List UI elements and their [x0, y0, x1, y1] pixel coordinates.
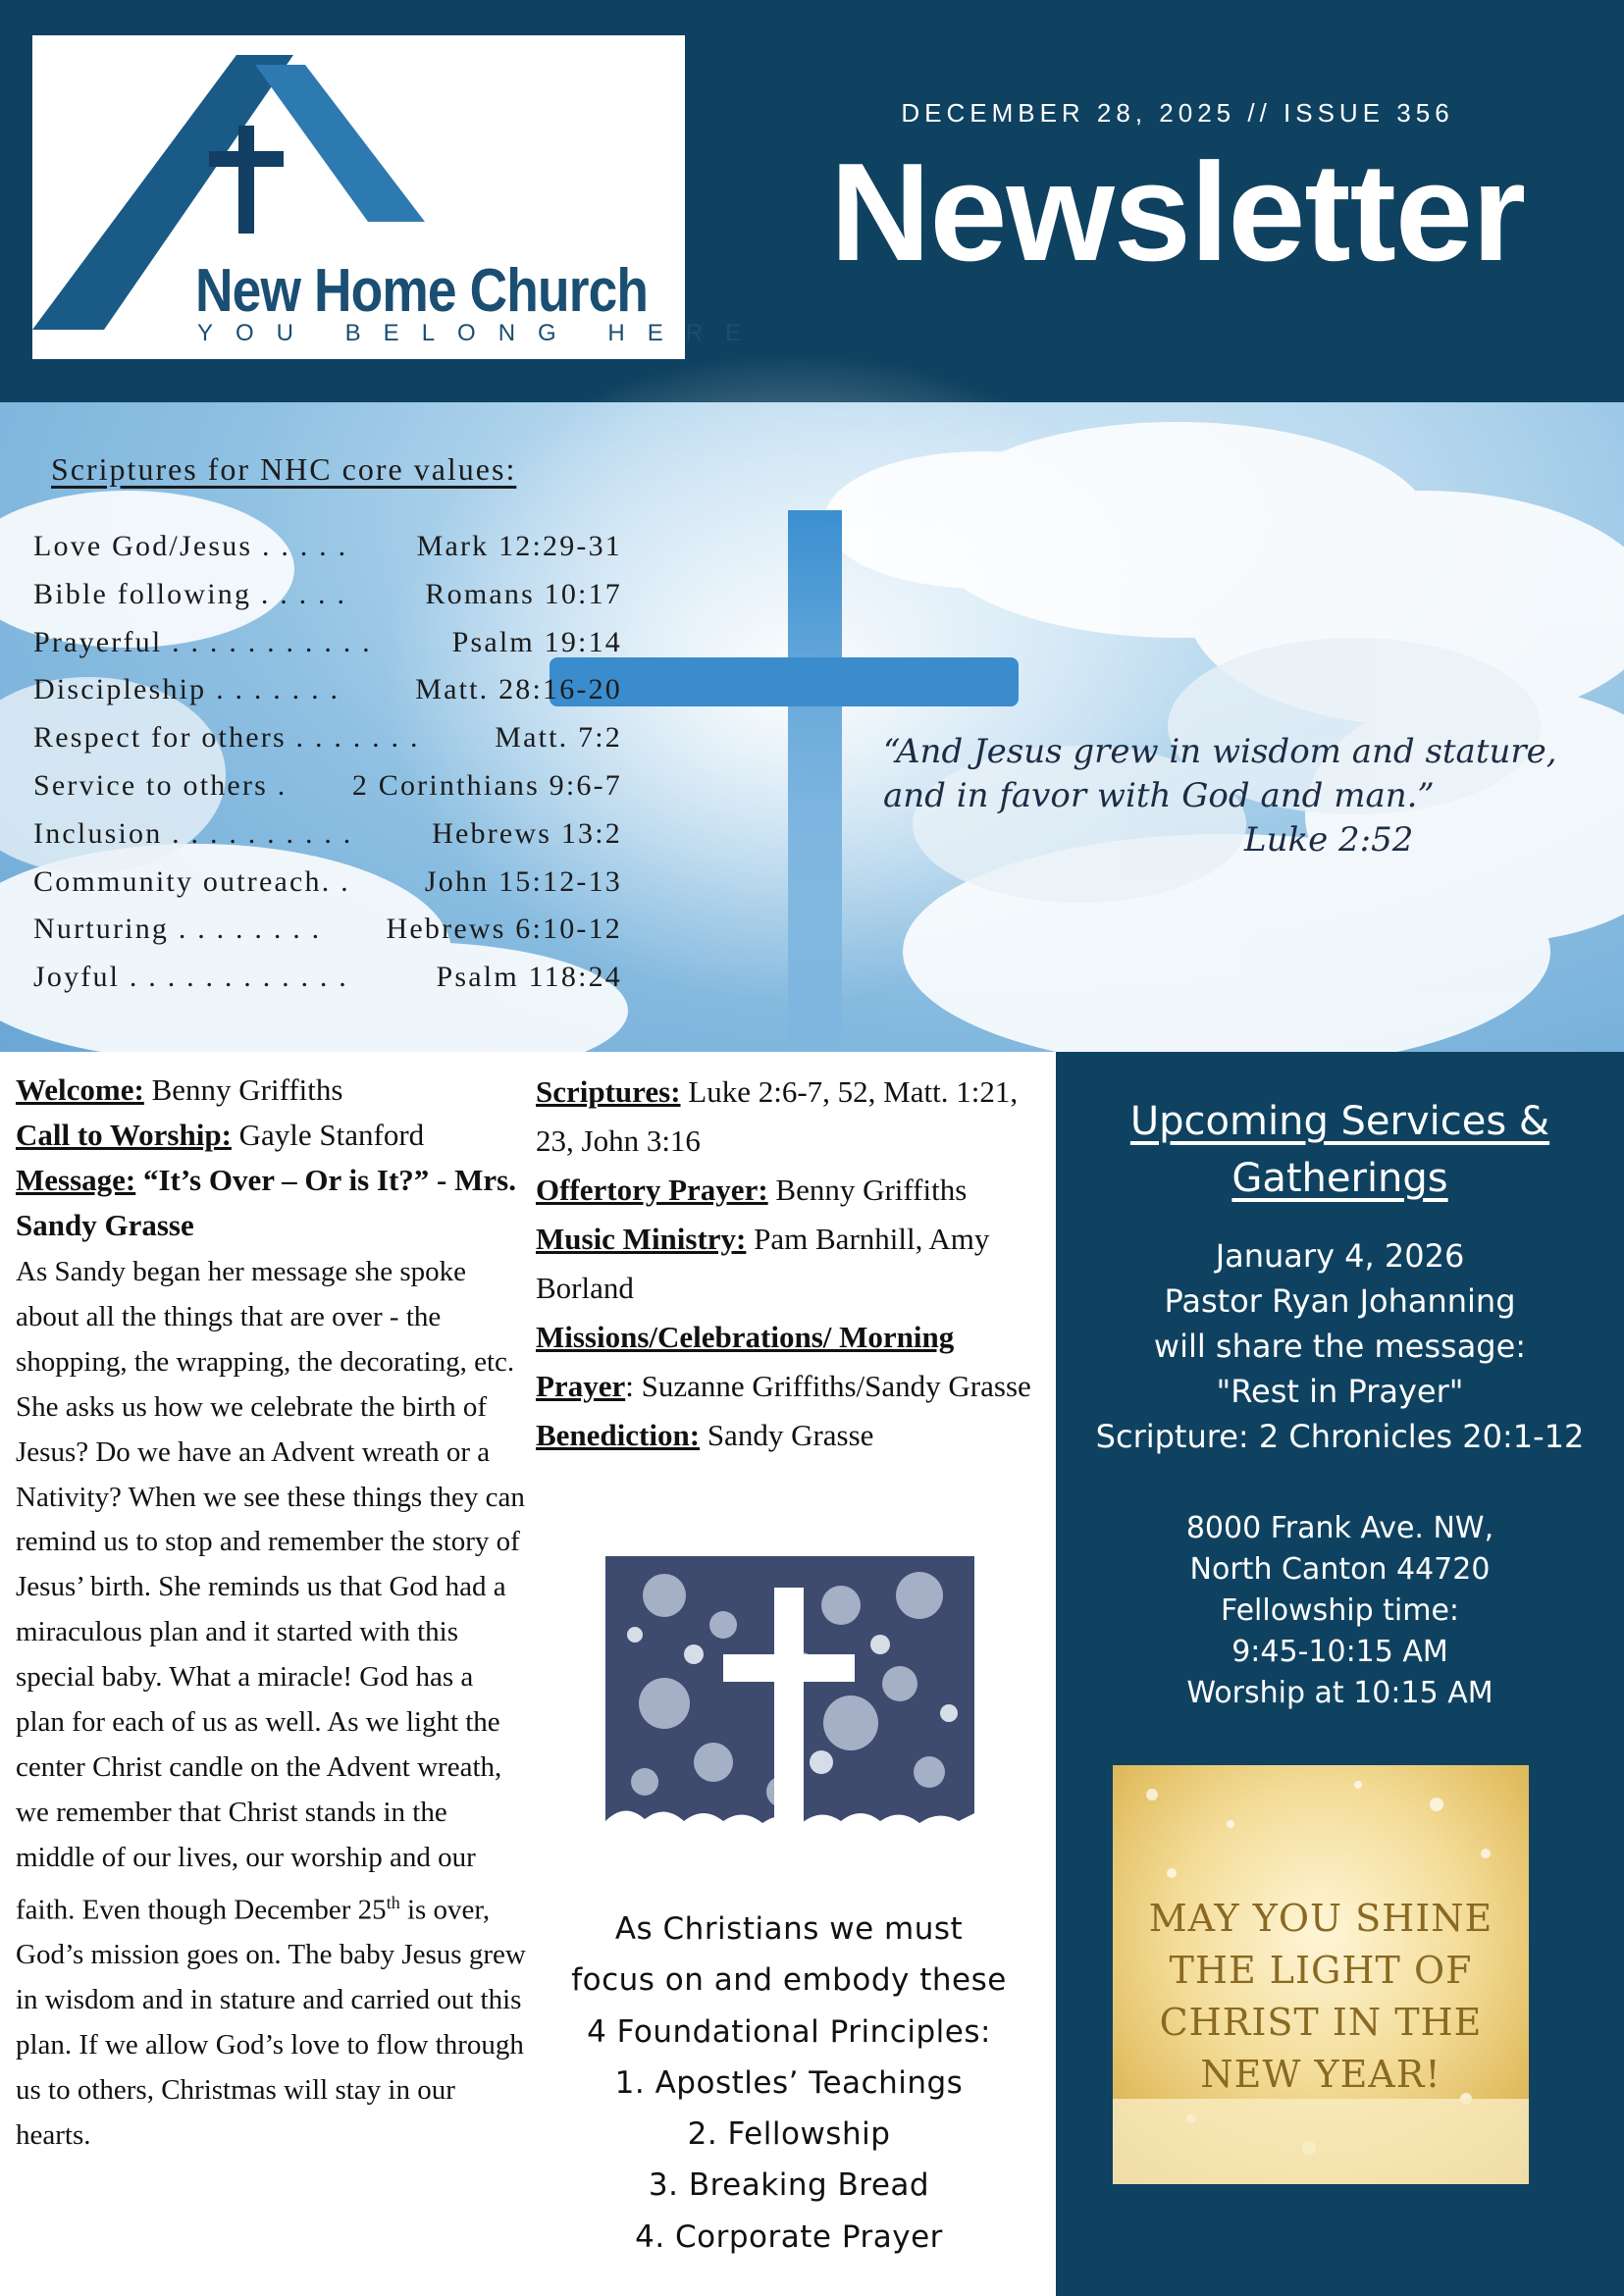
scripture-ref: Hebrews 6:10-12: [386, 913, 622, 946]
scripture-ref: Matt. 28:16-20: [415, 673, 622, 706]
principles-line: As Christians we must: [614, 1911, 964, 1947]
scripture-row: [33, 961, 622, 1009]
event-date: January 4, 2026: [1215, 1237, 1465, 1275]
benediction-line: [536, 1411, 1046, 1460]
scripture-value: Bible following . . . . .: [33, 577, 347, 610]
service-details-left: [16, 1068, 526, 2159]
principles-line: 4 Foundational Principles:: [587, 2013, 991, 2050]
scripture-ref: Psalm 118:24: [436, 961, 622, 994]
scriptures-text: Luke 2:6-7, 52, Matt. 1:21, 23, John 3:16: [536, 1074, 1019, 1158]
music-label: Music Ministry:: [536, 1222, 747, 1256]
music-line: [536, 1215, 1046, 1313]
address-line: 8000 Frank Ave. NW,: [1185, 1511, 1494, 1545]
message-line: [16, 1158, 526, 1248]
call-to-worship-name: Gayle Stanford: [231, 1118, 425, 1152]
scripture-value: Prayerful . . . . . . . . . . .: [33, 625, 372, 658]
benediction-name: Sandy Grasse: [700, 1418, 874, 1452]
message-title: “It’s Over – Or is It?” - Mrs. Sandy Grasse: [16, 1163, 516, 1242]
scripture-row: [33, 578, 622, 626]
scripture-row: [33, 673, 622, 721]
scripture-value: Inclusion . . . . . . . . . .: [33, 816, 353, 850]
benediction-label: Benediction:: [536, 1418, 701, 1452]
upcoming-event: [1056, 1233, 1624, 1459]
event-line: will share the message:: [1153, 1328, 1527, 1365]
scripture-value: Community outreach. .: [33, 864, 350, 898]
scriptures-line: [536, 1068, 1046, 1166]
welcome-name: Benny Griffiths: [143, 1072, 343, 1107]
logo-name: New Home Church: [195, 257, 649, 325]
upcoming-title: [1056, 1093, 1624, 1207]
greeting-line: CHRIST IN THE: [1159, 2001, 1483, 2044]
upcoming-title-line: Upcoming Services &: [1129, 1099, 1550, 1144]
greeting-line: MAY YOU SHINE: [1148, 1897, 1493, 1940]
missions-label: Missions/Celebrations/ Morning: [536, 1320, 955, 1354]
scripture-ref: Mark 12:29-31: [416, 530, 622, 562]
fellowship-label: Fellowship time:: [1220, 1593, 1460, 1628]
upcoming-services-panel: [1056, 1052, 1624, 2296]
newsletter-title: Newsletter: [829, 134, 1526, 290]
worship-time: Worship at 10:15 AM: [1186, 1676, 1493, 1710]
scripture-ref: Romans 10:17: [425, 577, 622, 610]
event-speaker: Pastor Ryan Johanning: [1164, 1282, 1516, 1320]
message-label: Message:: [16, 1163, 136, 1197]
missions-line: [536, 1313, 1046, 1411]
scriptures-label: Scriptures:: [536, 1074, 681, 1109]
welcome-line: [16, 1068, 526, 1113]
logo-tagline: YOU BELONG HERE: [197, 320, 764, 346]
scriptures-heading: Scriptures for NHC core values:: [51, 451, 517, 487]
message-summary-text-end: is over, God’s mission goes on. The baby Jesus grew in wisdom and in stature and carried out this plan. If we allow God’s love to flow through us to others, Christmas will stay in our hearts.: [16, 1894, 526, 2151]
sky-banner: [0, 402, 1624, 1052]
snowflake-icons: [605, 1556, 974, 1841]
superscript-th: th: [386, 1892, 400, 1912]
scripture-row: [33, 913, 622, 961]
bible-quote: “And Jesus grew in wisdom and stature, and in favor with God and man.”: [883, 732, 1557, 815]
foundational-principles: [538, 1904, 1040, 2263]
scripture-value: Service to others .: [33, 768, 288, 802]
scripture-row: [33, 817, 622, 865]
issue-line: DECEMBER 28, 2025 // ISSUE 356: [901, 98, 1454, 128]
scripture-ref: Matt. 7:2: [495, 721, 622, 755]
message-summary-text: As Sandy began her message she spoke about all the things that are over - the shopping, the wrapping, the decorating, etc. She asks us how we celebrate the birth of Jesus? Do we have an Advent wreath or a Nativity? When we see these things they can remind us to stop and remember the story of Jesus’ birth. She reminds us that God had a miraculous plan and it started with this special baby. What a miracle! God has a plan for each of us as well. As we light the center Christ candle on the Advent wreath, we remember that Christ stands in the middle of our lives, our worship and our faith. Even though December 25: [16, 1256, 525, 1926]
music-names: Pam Barnhill, Amy Borland: [536, 1222, 990, 1305]
principle-item: 4. Corporate Prayer: [635, 2218, 943, 2255]
scripture-ref: John 15:12-13: [424, 864, 622, 898]
missions-label-prayer: Prayer: [536, 1369, 626, 1403]
scripture-row: [33, 769, 622, 817]
scripture-value: Discipleship . . . . . . .: [33, 673, 341, 706]
scripture-ref: Hebrews 13:2: [432, 816, 622, 850]
scripture-value: Respect for others . . . . . . .: [33, 721, 420, 755]
missions-names: : Suzanne Griffiths/Sandy Grasse: [625, 1369, 1031, 1403]
principle-item: 3. Breaking Bread: [648, 2167, 930, 2204]
scripture-row: [33, 865, 622, 913]
greeting-line: NEW YEAR!: [1200, 2053, 1441, 2096]
new-year-greeting-text: [1113, 1893, 1529, 2101]
scripture-value: Nurturing . . . . . . . .: [33, 913, 322, 946]
message-summary: [16, 1250, 526, 2159]
call-to-worship-label: Call to Worship:: [16, 1118, 232, 1152]
church-address-times: [1056, 1508, 1624, 1714]
principle-item: 1. Apostles’ Teachings: [614, 2064, 964, 2101]
greeting-line: THE LIGHT OF: [1169, 1949, 1473, 1992]
offertory-line: [536, 1166, 1046, 1215]
offertory-name: Benny Griffiths: [767, 1173, 968, 1207]
new-year-greeting-image: [1113, 1765, 1529, 2184]
fellowship-time: 9:45-10:15 AM: [1231, 1635, 1448, 1669]
newsletter-header: [0, 0, 1624, 402]
address-line: North Canton 44720: [1189, 1552, 1491, 1587]
principle-item: 2. Fellowship: [687, 2116, 891, 2153]
upcoming-title-line: Gatherings: [1231, 1156, 1448, 1201]
scripture-value: Joyful . . . . . . . . . . . .: [33, 961, 348, 994]
scriptures-list: [33, 530, 622, 1009]
bible-quote-reference: Luke 2:52: [1244, 820, 1414, 860]
welcome-label: Welcome:: [16, 1072, 144, 1107]
scripture-value: Love God/Jesus . . . . .: [33, 530, 348, 562]
service-details-middle: [536, 1068, 1046, 1460]
event-scripture: Scripture: 2 Chronicles 20:1-12: [1095, 1418, 1585, 1455]
scripture-ref: Psalm 19:14: [451, 625, 622, 658]
event-message-title: "Rest in Prayer": [1216, 1373, 1464, 1410]
scripture-ref: 2 Corinthians 9:6-7: [351, 768, 622, 802]
call-to-worship-line: [16, 1113, 526, 1158]
scripture-row: [33, 530, 622, 578]
offertory-label: Offertory Prayer:: [536, 1173, 768, 1207]
scripture-row: [33, 721, 622, 769]
church-logo: [32, 35, 764, 359]
principles-line: focus on and embody these: [571, 1962, 1007, 1999]
snowflake-cross-image: [605, 1556, 974, 1841]
scripture-row: [33, 626, 622, 674]
